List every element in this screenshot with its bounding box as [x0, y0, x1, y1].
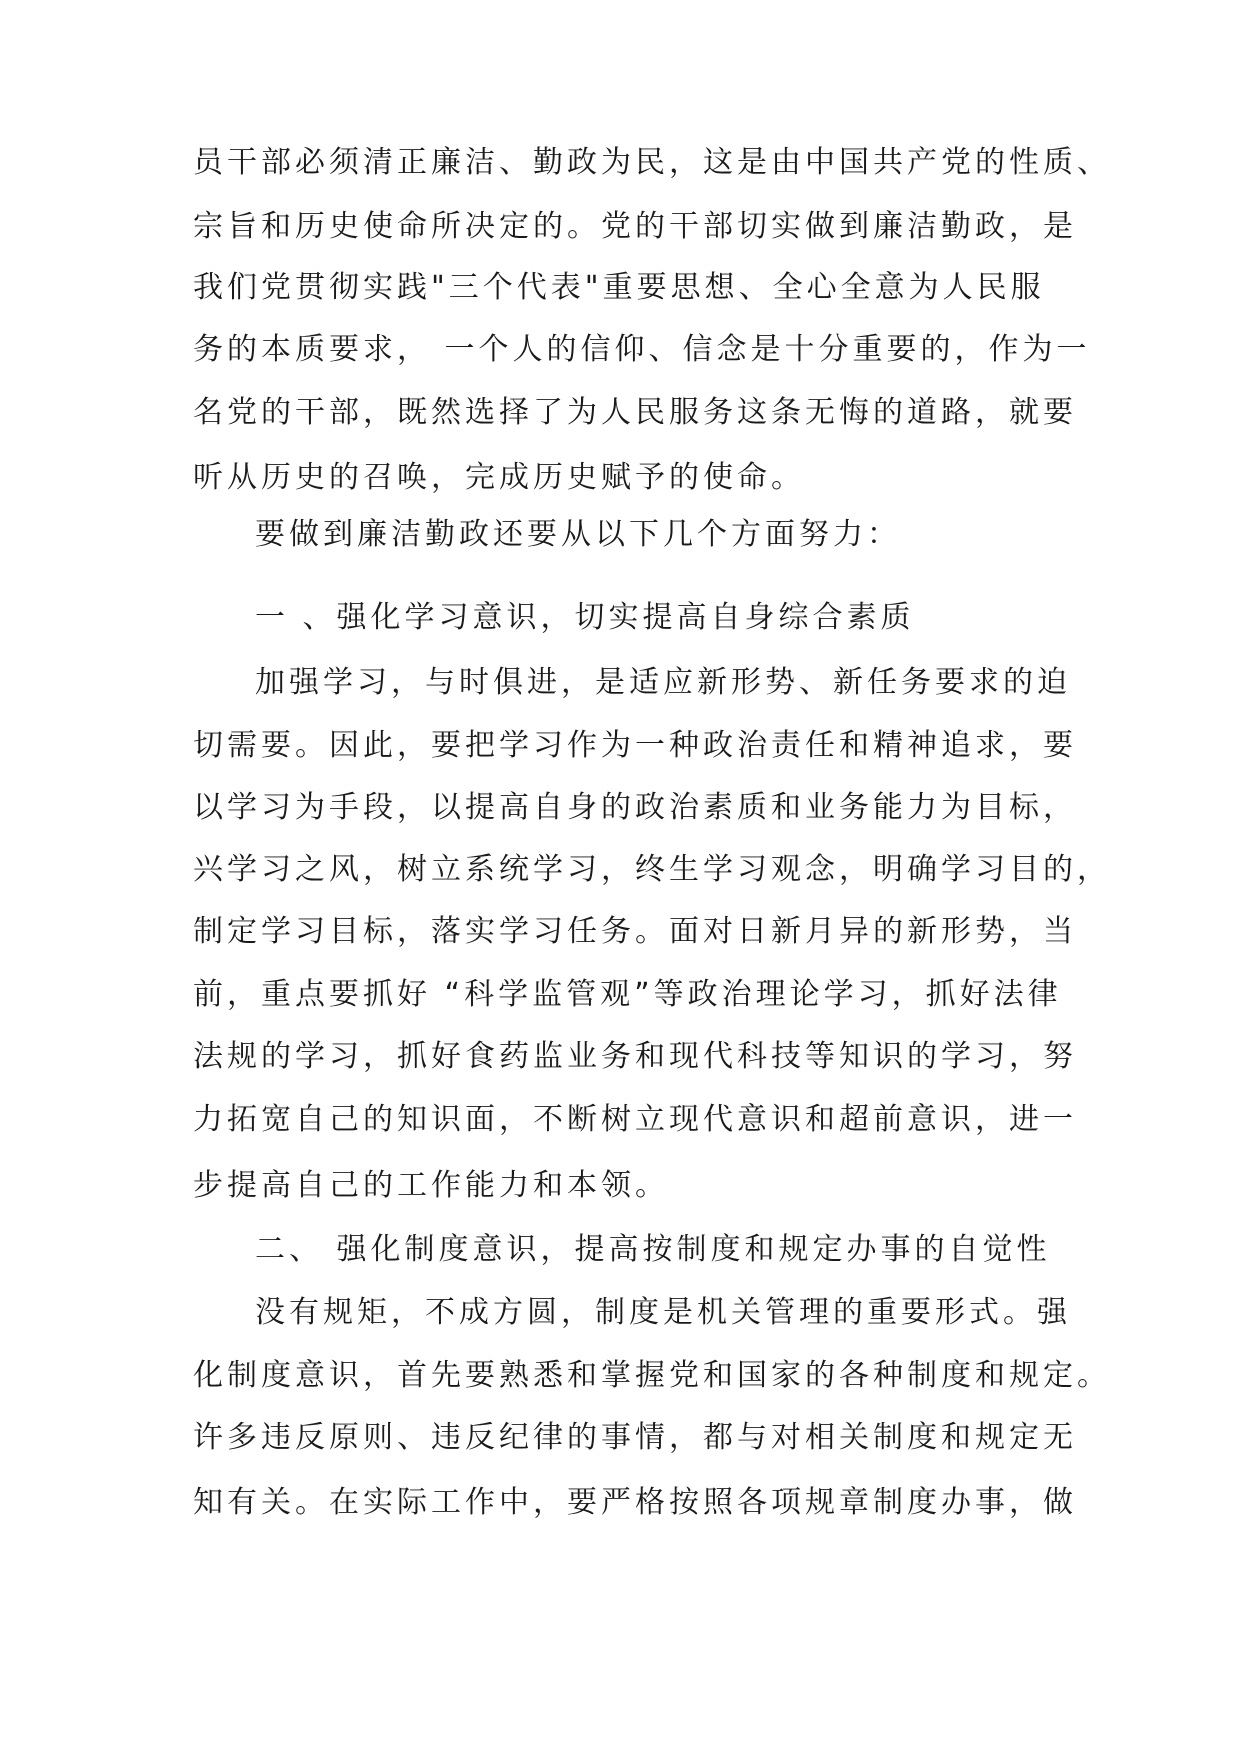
body-text-line: 加强学习，与时俱进，是适应新形势、新任务要求的迫 [255, 665, 1071, 700]
body-text-line: 听从历史的召唤，完成历史赋予的使命。 [193, 460, 805, 495]
body-text-line: 兴学习之风，树立系统学习，终生学习观念，明确学习目的， [193, 852, 1111, 887]
body-text-line: 制定学习目标，落实学习任务。面对日新月异的新形势，当 [193, 914, 1077, 949]
body-text-line: 名党的干部，既然选择了为人民服务这条无悔的道路，就要 [193, 395, 1077, 430]
body-text-line: 切需要。因此，要把学习作为一种政治责任和精神追求，要 [193, 728, 1077, 763]
body-text-line: 力拓宽自己的知识面，不断树立现代意识和超前意识，进一 [193, 1102, 1077, 1137]
section-heading-2: 二、 强化制度意识，提高按制度和规定办事的自觉性 [255, 1232, 1051, 1267]
body-text-line: 化制度意识，首先要熟悉和掌握党和国家的各种制度和规定。 [193, 1358, 1111, 1393]
body-text-line: 前，重点要抓好 “科学监管观”等政治理论学习，抓好法律 [193, 977, 1062, 1012]
body-text-line: 没有规矩，不成方圆，制度是机关管理的重要形式。强 [255, 1295, 1071, 1330]
body-text-line: 知有关。在实际工作中，要严格按照各项规章制度办事，做 [193, 1485, 1077, 1520]
section-heading-1: 一 、强化学习意识，切实提高自身综合素质 [255, 600, 915, 635]
body-text-line: 法规的学习，抓好食药监业务和现代科技等知识的学习，努 [193, 1039, 1077, 1074]
body-text-line: 我们党贯彻实践"三个代表"重要思想、全心全意为人民服 [193, 270, 1045, 305]
body-text-line: 宗旨和历史使命所决定的。党的干部切实做到廉洁勤政，是 [193, 209, 1077, 244]
body-text-line: 员干部必须清正廉洁、勤政为民，这是由中国共产党的性质、 [193, 145, 1111, 180]
intro-text: 要做到廉洁勤政还要从以下几个方面努力： [255, 517, 901, 552]
body-text-line: 步提高自己的工作能力和本领。 [193, 1168, 669, 1203]
body-text-line: 务的本质要求， 一个人的信仰、信念是十分重要的，作为一 [193, 332, 1091, 367]
body-text-line: 许多违反原则、违反纪律的事情，都与对相关制度和规定无 [193, 1420, 1077, 1455]
body-text-line: 以学习为手段，以提高自身的政治素质和业务能力为目标， [193, 790, 1077, 825]
